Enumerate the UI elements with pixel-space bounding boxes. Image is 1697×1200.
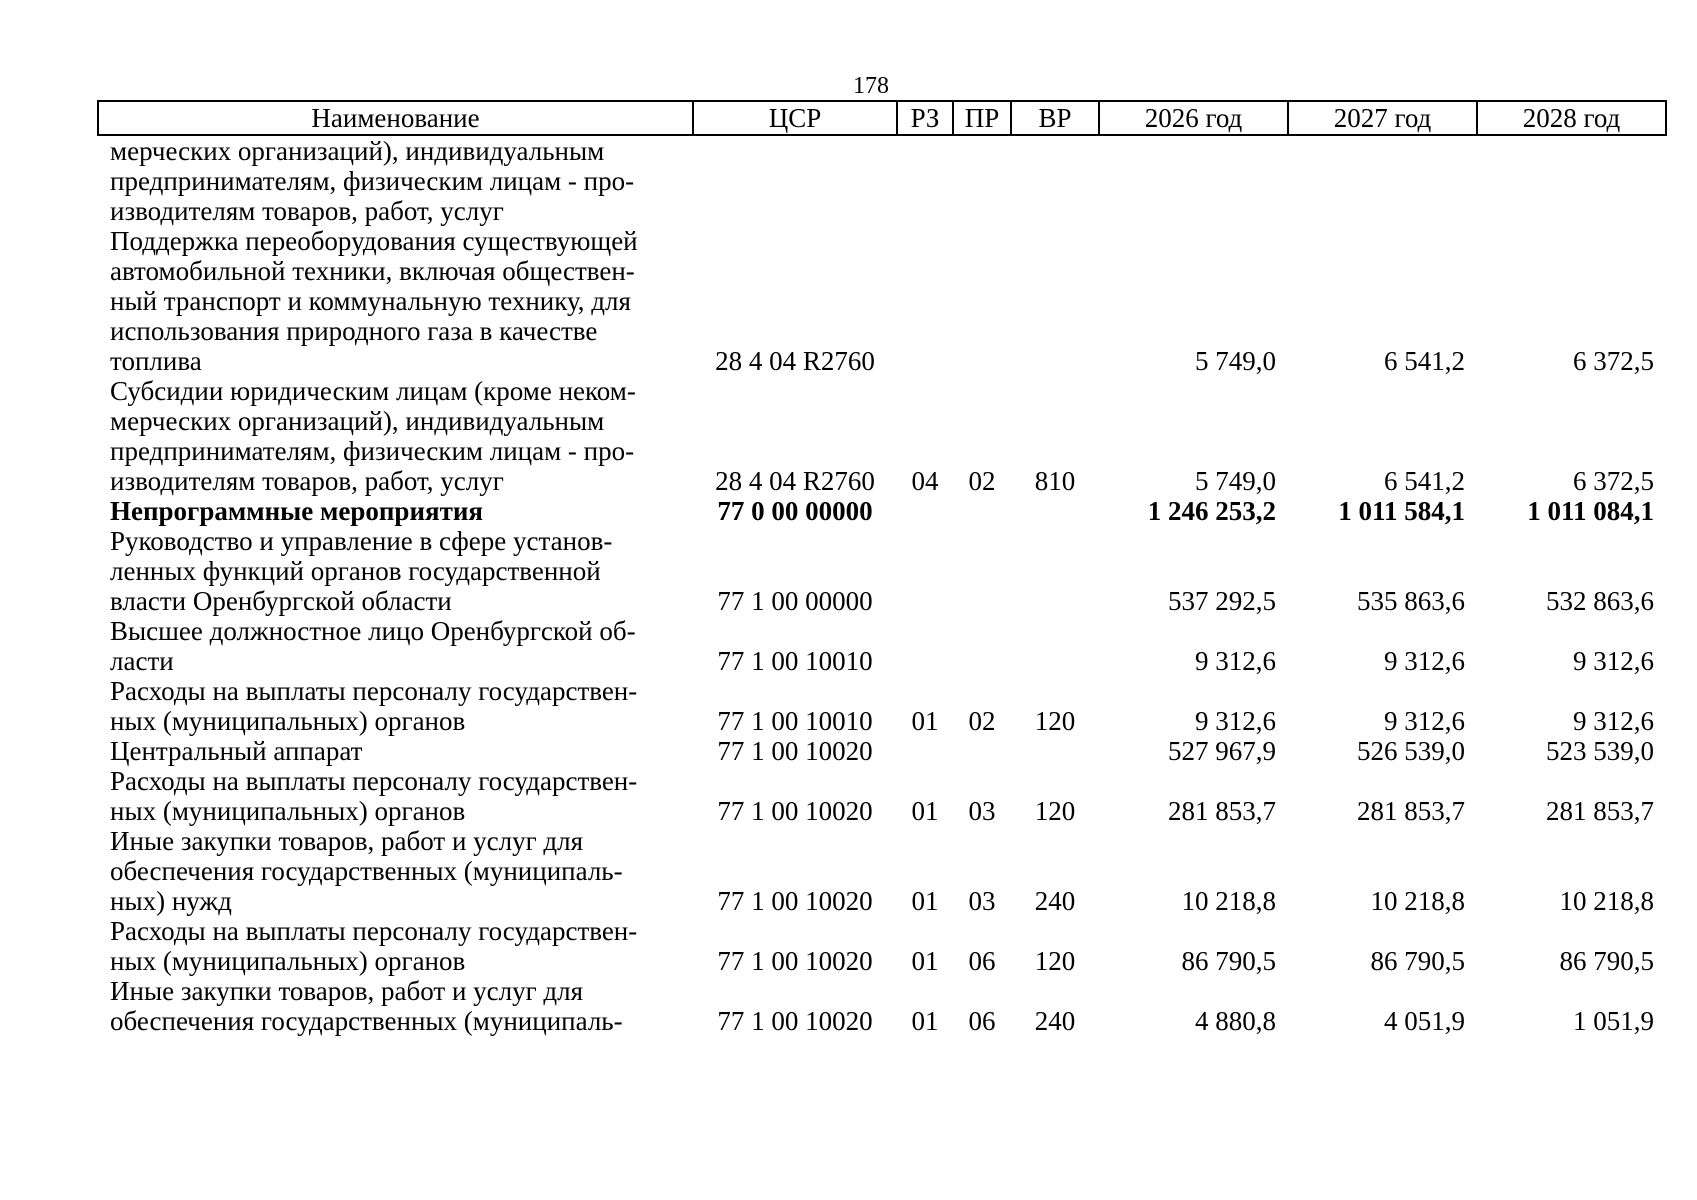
cell-y2026: 527 967,9 — [1168, 736, 1276, 766]
cell-vr: 810 — [1034, 466, 1076, 496]
cell-y2027: 526 539,0 — [1357, 736, 1465, 766]
cell-rz — [897, 526, 953, 616]
cell-csr: 77 1 00 10020 — [717, 886, 873, 916]
table-row — [98, 135, 1666, 226]
cell-y2028: 9 312,6 — [1573, 706, 1654, 736]
cell-csr: 77 1 00 00000 — [717, 586, 873, 616]
cell-rz: 01 — [911, 886, 939, 916]
cell-name: Иные закупки товаров, работ и услуг для обеспечения государственных (муниципаль- ных) нужд — [110, 826, 623, 916]
cell-rz — [897, 226, 953, 376]
table-row — [98, 976, 1666, 1036]
cell-y2026: 10 218,8 — [1181, 886, 1276, 916]
cell-rz — [897, 496, 953, 526]
cell-y2027: 6 541,2 — [1384, 346, 1465, 376]
cell-rz: 01 — [911, 706, 939, 736]
cell-vr — [1011, 526, 1099, 616]
header-2027: 2027 год — [1288, 101, 1477, 135]
cell-vr — [1011, 616, 1099, 676]
cell-pr: 06 — [968, 946, 996, 976]
cell-y2028: 6 372,5 — [1573, 346, 1654, 376]
cell-y2028: 1 051,9 — [1573, 1006, 1654, 1036]
cell-vr: 120 — [1034, 946, 1076, 976]
cell-csr: 28 4 04 R2760 — [715, 466, 875, 496]
cell-pr: 02 — [968, 706, 996, 736]
cell-name: Центральный аппарат — [110, 736, 363, 766]
cell-csr: 77 1 00 10010 — [717, 646, 873, 676]
cell-y2028: 86 790,5 — [1559, 946, 1654, 976]
cell-y2027: 4 051,9 — [1384, 1006, 1465, 1036]
cell-rz — [897, 616, 953, 676]
table-row — [98, 766, 1666, 826]
cell-csr — [693, 135, 897, 226]
cell-csr: 28 4 04 R2760 — [715, 346, 875, 376]
cell-name: Непрограммные мероприятия — [110, 496, 484, 526]
cell-name: Расходы на выплаты персоналу государствен- ных (муниципальных) органов — [110, 676, 638, 736]
cell-y2026: 9 312,6 — [1195, 706, 1276, 736]
cell-csr: 77 1 00 10020 — [717, 946, 873, 976]
cell-csr: 77 1 00 10020 — [717, 736, 873, 766]
cell-pr — [953, 496, 1011, 526]
header-vr: ВР — [1011, 101, 1099, 135]
cell-y2027: 10 218,8 — [1370, 886, 1465, 916]
cell-y2026: 537 292,5 — [1168, 586, 1276, 616]
cell-rz: 01 — [911, 946, 939, 976]
cell-y2027: 281 853,7 — [1357, 796, 1465, 826]
cell-y2027: 9 312,6 — [1384, 706, 1465, 736]
cell-csr: 77 1 00 10020 — [717, 1006, 873, 1036]
cell-rz — [897, 736, 953, 766]
cell-y2026 — [1099, 135, 1288, 226]
cell-pr: 02 — [968, 466, 996, 496]
cell-name: Расходы на выплаты персоналу государствен- ных (муниципальных) органов — [110, 766, 638, 826]
cell-y2028: 532 863,6 — [1546, 586, 1654, 616]
cell-y2027: 1 011 584,1 — [1338, 496, 1465, 526]
table-row — [98, 496, 1666, 526]
cell-y2026: 1 246 253,2 — [1147, 496, 1276, 526]
page-number: 178 — [853, 73, 889, 99]
cell-name: Расходы на выплаты персоналу государствен- ных (муниципальных) органов — [110, 916, 638, 976]
cell-y2026: 4 880,8 — [1195, 1006, 1276, 1036]
cell-vr: 240 — [1034, 1006, 1076, 1036]
cell-pr — [953, 226, 1011, 376]
table-row — [98, 526, 1666, 616]
table-row — [98, 616, 1666, 676]
cell-y2028: 10 218,8 — [1559, 886, 1654, 916]
table-row — [98, 826, 1666, 916]
cell-y2028: 1 011 084,1 — [1527, 496, 1654, 526]
cell-y2026: 5 749,0 — [1195, 346, 1276, 376]
cell-y2027: 535 863,6 — [1357, 586, 1465, 616]
cell-y2028: 9 312,6 — [1573, 646, 1654, 676]
cell-name: мерческих организаций), индивидуальным предпринимателям, физическим лицам - про- изводителям товаров, работ, услуг — [110, 136, 635, 226]
budget-table — [97, 100, 1667, 1036]
cell-pr — [953, 526, 1011, 616]
cell-y2028 — [1477, 135, 1666, 226]
cell-y2026: 9 312,6 — [1195, 646, 1276, 676]
header-pr: ПР — [953, 101, 1011, 135]
cell-y2028: 281 853,7 — [1546, 796, 1654, 826]
cell-vr — [1011, 496, 1099, 526]
cell-pr — [953, 135, 1011, 226]
table-row — [98, 916, 1666, 976]
cell-vr: 240 — [1034, 886, 1076, 916]
table-row — [98, 376, 1666, 496]
cell-y2026: 281 853,7 — [1168, 796, 1276, 826]
header-name: Наименование — [98, 101, 693, 135]
cell-y2027: 6 541,2 — [1384, 466, 1465, 496]
cell-name: Руководство и управление в сфере установ- ленных функций органов государственной власти Оренбургской области — [110, 526, 613, 616]
cell-vr: 120 — [1034, 706, 1076, 736]
table-body — [98, 135, 1666, 1036]
header-2026: 2026 год — [1099, 101, 1288, 135]
cell-csr: 77 1 00 10010 — [717, 706, 873, 736]
header-csr: ЦСР — [693, 101, 897, 135]
cell-y2028: 6 372,5 — [1573, 466, 1654, 496]
cell-vr — [1011, 135, 1099, 226]
cell-csr: 77 0 00 00000 — [717, 496, 873, 526]
cell-pr: 03 — [968, 796, 996, 826]
cell-y2027 — [1288, 135, 1477, 226]
cell-vr: 120 — [1034, 796, 1076, 826]
header-2028: 2028 год — [1477, 101, 1666, 135]
table-row — [98, 676, 1666, 736]
cell-y2026: 86 790,5 — [1181, 946, 1276, 976]
cell-name: Поддержка переоборудования существующей автомобильной техники, включая обществен- ный транспорт и коммунальную технику, для использования природного газа в качестве топлива — [110, 226, 638, 376]
cell-pr: 06 — [968, 1006, 996, 1036]
table-row — [98, 736, 1666, 766]
cell-rz: 01 — [911, 796, 939, 826]
cell-csr: 77 1 00 10020 — [717, 796, 873, 826]
table-header-row — [98, 101, 1666, 135]
cell-name: Субсидии юридическим лицам (кроме неком- мерческих организаций), индивидуальным предпринимателям, физическим лицам - про- изводителям товаров, работ, услуг — [110, 376, 636, 496]
cell-y2027: 86 790,5 — [1370, 946, 1465, 976]
cell-rz: 04 — [911, 466, 939, 496]
cell-pr — [953, 616, 1011, 676]
cell-name: Высшее должностное лицо Оренбургской об- ласти — [110, 616, 636, 676]
cell-pr: 03 — [968, 886, 996, 916]
cell-pr — [953, 736, 1011, 766]
cell-vr — [1011, 226, 1099, 376]
cell-y2028: 523 539,0 — [1546, 736, 1654, 766]
cell-rz — [897, 135, 953, 226]
cell-vr — [1011, 736, 1099, 766]
table-row — [98, 226, 1666, 376]
cell-y2026: 5 749,0 — [1195, 466, 1276, 496]
cell-y2027: 9 312,6 — [1384, 646, 1465, 676]
cell-name: Иные закупки товаров, работ и услуг для обеспечения государственных (муниципаль- — [110, 976, 623, 1036]
cell-rz: 01 — [911, 1006, 939, 1036]
header-rz: РЗ — [897, 101, 953, 135]
